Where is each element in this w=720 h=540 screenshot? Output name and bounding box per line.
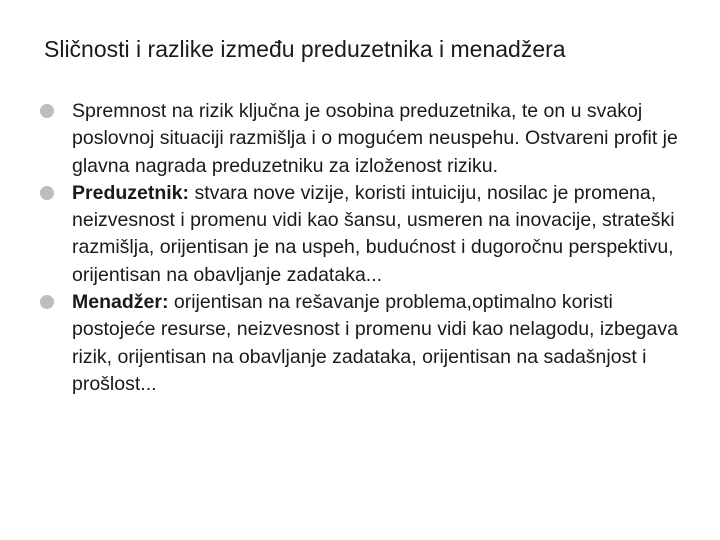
bullet-heading: Preduzetnik: bbox=[72, 181, 190, 204]
bullet-dot-icon bbox=[40, 104, 54, 118]
bullet-text: stvara nove vizije, koristi intuiciju, nosilac je promena, neizvesnost i promenu vidi kao šansu, usmeren na inovacije, strateški razmišlja, orijentisan je na uspeh, budućnost i dugoročnu perspektivu, orijentisan na obavljanje zadataka... bbox=[72, 181, 675, 286]
bullet-dot-icon bbox=[40, 186, 54, 200]
bullet-text: Spremnost na rizik ključna je osobina preduzetnika, te on u svakoj poslovnoj situaciji razmišlja i o mogućem neuspehu. Ostvareni profit je glavna nagrada preduzetniku za izloženost riziku. bbox=[72, 100, 678, 177]
bullet-item-manager bbox=[40, 289, 690, 398]
bullet-text: orijentisan na rešavanje problema,optimalno koristi postojeće resurse, neizvesnost i promenu vidi kao nelagodu, izbegava rizik, orijentisan na obavljanje zadataka, orijentisan na sadašnjost i prošlost... bbox=[72, 291, 678, 395]
bullet-list bbox=[40, 98, 690, 398]
bullet-item-entrepreneur bbox=[40, 180, 690, 289]
slide-title: Sličnosti i razlike između preduzetnika i menadžera bbox=[44, 36, 566, 62]
bullet-heading: Menadžer: bbox=[72, 291, 169, 314]
bullet-item-risk bbox=[40, 98, 690, 180]
bullet-dot-icon bbox=[40, 295, 54, 309]
